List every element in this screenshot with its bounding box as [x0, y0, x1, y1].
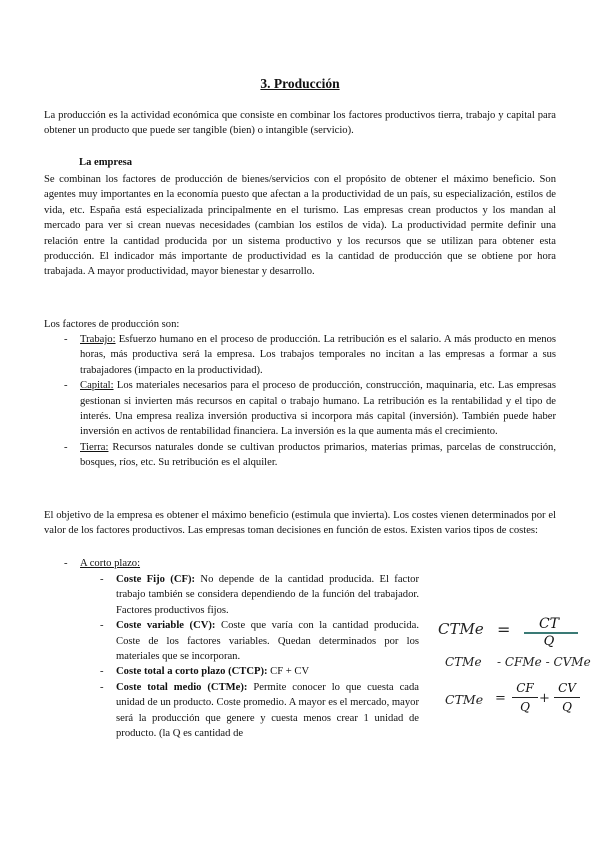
cost-term: Coste Fijo (CF): — [116, 574, 196, 585]
formula-denominator: Q — [562, 700, 572, 714]
factor-text: Recursos naturales donde se cultivan productos primarios, materias primas, parcelas de construcción, bosques, ríos, etc. Su retribución es el alquiler. — [80, 441, 556, 469]
formula-numerator: CV — [558, 681, 576, 695]
formula-lhs: CTMe — [445, 655, 482, 669]
list-item: - Coste Fijo (CF): No depende de la cantidad producida. El factor trabajo también se considera dependiendo de la función del trabajador. Factores productivos fijos. — [100, 574, 420, 616]
list-item: - Trabajo: Esfuerzo humano en el proceso de producción. La retribución es el salario. A más producto en menos horas, más productiva será la empresa. Los trabajos temporales no incitan a las empresas a formar a sus trabajadores (impacto en la productividad). — [64, 334, 556, 376]
cost-text: Coste que varía con la cantidad producida. Coste de los factores variables. Quedan determinados por los materiales que se incorporan. — [116, 620, 419, 663]
corto-plazo-heading-row: - A corto plazo: — [64, 558, 141, 569]
formula-lhs: CTMe — [438, 620, 484, 638]
factor-term: Capital: — [80, 380, 114, 392]
objetivo-paragraph: El objetivo de la empresa es obtener el máximo beneficio (estimula que invierta). Los costes vienen determinados por el valor de los factores productivos. Las empresas toman decisiones en función de estos. Existen varios tipos de costes: — [44, 510, 556, 537]
cost-text: CF + CV — [267, 666, 310, 678]
formula-plus: + — [539, 691, 550, 706]
cost-term: Coste variable (CV): — [116, 620, 216, 632]
factores-list — [44, 332, 556, 471]
formula-numerator: CF — [516, 681, 534, 695]
page-title: 3. Producción — [260, 76, 340, 91]
formula-denominator: Q — [543, 634, 555, 649]
cost-text: Permite conocer lo que cuesta cada unidad de un producto. Coste promedio. A mayor es el mercado, mayor será la producción que genere y cuesta menos crear 1 unidad de producto. (la Q es cantidad de — [116, 681, 419, 740]
fraction-bar — [554, 697, 580, 698]
cost-term: Coste total medio (CTMe): — [116, 681, 248, 693]
factor-text: Esfuerzo humano en el proceso de producción. La retribución es el salario. A más producto en menos horas, más productiva será la empresa. Los trabajos temporales no incitan a las empresas a formar a sus trabajadores (impacto en la productividad). — [80, 334, 556, 376]
empresa-heading: La empresa — [79, 157, 133, 168]
list-item: - Coste total a corto plazo (CTCP): CF + CV — [100, 666, 310, 678]
factores-intro: Los factores de producción son: — [44, 319, 180, 330]
formula-rhs: - CFMe - CVMe — [497, 655, 591, 669]
list-item: - Capital: Los materiales necesarios para el proceso de producción, construcción, maquinaria, etc. Las empresas gestionan si invierten más recursos en capital o trabajo humano. La retribución es la rentabilidad y el tipo de interés. Una empresa realiza inversión productiva si incorpora más capital (inversión). También puede haber inversión en activos de rentabilidad financiera. La inversión es la que aumenta más el crecimiento. — [64, 380, 556, 438]
factor-term: Tierra: — [80, 441, 109, 453]
factor-term: Trabajo: — [80, 334, 116, 345]
cost-text: No depende de la cantidad producida. El factor trabajo también se considera dependiendo de la función del trabajador. Factores productivos fijos. — [116, 574, 420, 616]
formula-equals: = — [497, 620, 511, 639]
empresa-paragraph: Se combinan los factores de producción de bienes/servicios con el propósito de obtener el máximo beneficio. Son agentes muy importantes en la economía puesto que afectan a la productividad de un país, su especialización, estilos de vida, etc. España está especializada principalmente en el turismo. Las empresas crean productos y los mandan al mercado para ver si crean nuevas necesidades (cambian los estilos de vida). La productividad permite definir una relación entre la cantidad producida por un sistema productivo y los recursos que se utilizan para obtener esta producción. El indicador más importante de productividad es la cantidad de producción que se obtiene por hora trabajada. A mayor productividad, mayor bienestar y desarrollo. — [44, 174, 556, 278]
list-item: - Tierra: Recursos naturales donde se cultivan productos primarios, materias primas, parcelas de construcción, bosques, ríos, etc. Su retribución es el alquiler. — [64, 441, 556, 469]
cost-term: Coste total a corto plazo (CTCP): — [116, 666, 268, 678]
fraction-bar — [512, 697, 538, 698]
formula-denominator: Q — [520, 700, 530, 714]
factor-text: Los materiales necesarios para el proceso de producción, construcción, maquinaria, etc. Las empresas gestionan si invierten más recursos en capital o trabajo humano. La retribución es la rentabilidad y el tipo de interés. Una empresa realiza inversión productiva si incorpora más capital (inversión). También puede haber inversión en activos de rentabilidad financiera. La inversión es la que aumenta más el crecimiento. — [80, 380, 556, 438]
corto-plazo-label: A corto plazo: — [80, 558, 141, 569]
formula-numerator: CT — [538, 616, 560, 632]
formula-lhs: CTMe — [445, 692, 484, 707]
formula-equals: = — [495, 691, 506, 706]
intro-paragraph: La producción es la actividad económica que consiste en combinar los factores productivos tierra, trabajo y capital para obtener un producto que puede ser tangible (bien) o intangible (servicio). — [44, 110, 556, 137]
costes-list — [44, 572, 419, 741]
list-item: - Coste total medio (CTMe): Permite conocer lo que cuesta cada unidad de un producto. Coste promedio. A mayor es el mercado, mayor será la producción que genere y cuesta menos crear 1 unidad de producto. (la Q es cantidad de — [100, 681, 419, 740]
list-item: - Coste variable (CV): Coste que varía con la cantidad producida. Coste de los factores variables. Quedan determinados por los materiales que se incorporan. — [100, 620, 419, 663]
